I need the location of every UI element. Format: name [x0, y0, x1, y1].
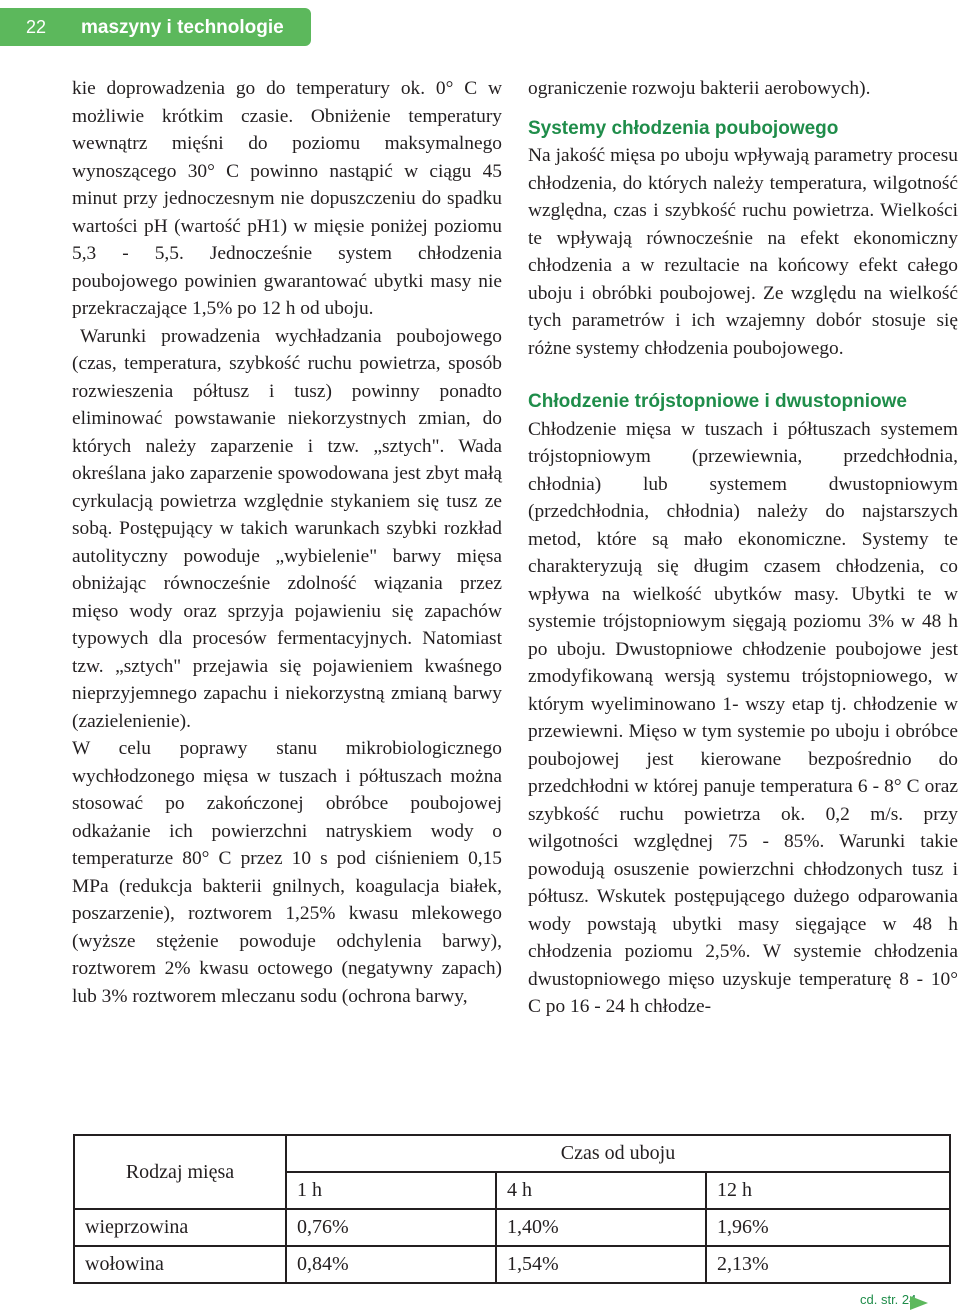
- paragraph: W celu poprawy stanu mikrobiologicznego wychłodzonego mięsa w tuszach i półtuszach można stosować po zakończonej obróbce poubojowej odkażanie ich powierzchni natryskiem wody o temperaturze 80° C przez 10 s pod ciśnieniem 0,15 MPa (redukcja bakterii gnilnych, koagulacja białek, poszarzenie), roztworem 1,25% kwasu mlekowego (wyższe stężenie powoduje odchylenia barwy), roztworem 2% kwasu octowego (negatywny zapach) lub 3% roztworem mleczanu sodu (ochrona barwy,: [72, 738, 502, 1007]
- value-cell: 0,84%: [286, 1246, 496, 1283]
- table-header-row: [74, 1135, 950, 1172]
- paragraph: Na jakość mięsa po uboju wpływają parametry procesu chłodzenia, do których należy temperatura, wilgotność względna, czas i szybkość ruchu powietrza. Wielkości te wpływają równocześnie na efekt ekonomiczny chłodzenia a w rezultacie na końcowy efekt całego uboju i obróbki poubojowej. Ze względu na wielkość tych parametrów i ich wzajemny dobór stosuje się różne systemy chłodzenia poubojowego.: [528, 145, 958, 359]
- time-header: 12 h: [706, 1172, 950, 1209]
- mass-loss-table: [73, 1134, 951, 1284]
- subheading: Systemy chłodzenia poubojowego: [528, 117, 839, 139]
- paragraph: Chłodzenie mięsa w tuszach i półtuszach systemem trójstopniowym (przewiewnia, przedchłodnia, chłodnia) lub systemem dwustopniowym (przedchłodnia, chłodnia) należy do najstarszych metod, które są mało ekonomiczne. Systemy te charakteryzują się długim czasem chłodzenia, co wpływa na wielkość ubytków masy. Ubytki te w systemie trójstopniowym sięgają poziomu 3% w 48 h po uboju. Dwustopniowe chłodzenie poubojowe jest zmodyfikowaną wersją systemu trójstopniowego, w którym wyeliminowano 1- wszy etap tj. chłodzenie w przewiewni. Mięso w tym systemie po uboju i obróbce poubojowej jest kierowane bezpośrednio do przedchłodni w której panuje temperatura 6 - 8° C oraz szybkość ruchu powietrza ok. 0,2 m/s. przy wilgotności względnej 75 - 85%. Warunki takie powodują osuszenie powierzchni chłodzonych tusz i półtusz. Wskutek postępującego dużego odparowania wody powstają ubytki masy sięgające w 48 h chłodzenia poziomu 2,5%. W systemie chłodzenia dwustopniowego mięso uzyskuje temperaturę 8 - 10° C po 16 - 24 h chłodze-: [528, 418, 958, 1017]
- value-cell: 2,13%: [706, 1246, 950, 1283]
- time-group-header: Czas od uboju: [286, 1135, 950, 1172]
- value-cell: 1,54%: [496, 1246, 706, 1283]
- data-table: [73, 1134, 951, 1284]
- meat-kind-cell: wołowina: [74, 1246, 286, 1283]
- meat-kind-cell: wieprzowina: [74, 1209, 286, 1246]
- kind-header: Rodzaj mięsa: [74, 1135, 286, 1209]
- page-number: 22: [26, 17, 47, 37]
- arrow-right-icon: [910, 1296, 928, 1310]
- time-header: 4 h: [496, 1172, 706, 1209]
- paragraph: ograniczenie rozwoju bakterii aerobowych).: [528, 78, 871, 99]
- table-row: [74, 1209, 950, 1246]
- time-header: 1 h: [286, 1172, 496, 1209]
- section-title: maszyny i technologie: [81, 17, 284, 38]
- continued-on-page: cd. str. 24: [860, 1292, 917, 1307]
- paragraph: Warunki prowadzenia wychładzania poubojowego (czas, temperatura, szybkość ruchu powietrza, sposób rozwieszenia półtusz i tusz) powinny ponadto eliminować powstawanie niekorzystnych zmian, do których należy zaparzenie i tzw. „sztych". Wada określana jako zaparzenie spowodowana jest zbyt małą cyrkulacją powietrza względnie stykaniem się tusz ze sobą. Postępujący w takich warunkach szybki rozkład autolityczny powoduje „wybielenie" barwy mięsa obniżając równocześnie zdolność wiązania przez mięso wody oraz sprzyja pojawieniu się zapachów typowych dla procesów fermentacyjnych. Natomiast tzw. „sztych" przejawia się pojawieniem kwaśnego nieprzyjemnego zapachu i niekorzystną zmianą barwy (zazielenienie).: [72, 325, 502, 732]
- value-cell: 1,96%: [706, 1209, 950, 1246]
- value-cell: 1,40%: [496, 1209, 706, 1246]
- table-row: [74, 1246, 950, 1283]
- subheading: Chłodzenie trójstopniowe i dwustopniowe: [528, 391, 907, 412]
- value-cell: 0,76%: [286, 1209, 496, 1246]
- left-column: [72, 75, 502, 1010]
- header-bar: [0, 8, 311, 46]
- paragraph: kie doprowadzenia go do temperatury ok. 0° C w możliwie krótkim czasie. Obniżenie temperatury wewnątrz mięśni do poziomu maksymalnego wynoszącego 30° C powinno nastąpić w ciągu 45 minut przy jednoczesnym nie dopuszczeniu do spadku wartości pH (wartość pH1) w mięsie poniżej poziomu 5,3 - 5,5. Jednocześnie system chłodzenia poubojowego powinien gwarantować ubytki masy nie przekraczające 1,5% po 12 h od uboju.: [72, 78, 502, 319]
- right-column: [528, 75, 958, 1021]
